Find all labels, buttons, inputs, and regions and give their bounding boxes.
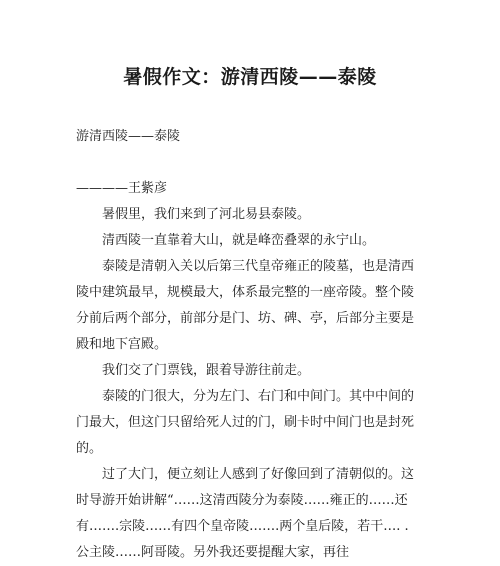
document-body: [76, 124, 421, 566]
paragraph-3: 泰陵是清朝入关以后第三代皇帝雍正的陵墓，也是清西陵中建筑最早，规模最大，体系最完整的一座帝陵。整个陵分前后两个部分，前部分是门、坊、碑、亭，后部分主要是殿和地下宫殿。: [76, 259, 415, 352]
paragraph-2: 清西陵一直靠着大山，就是峰峦叠翠的永宁山。: [102, 233, 376, 248]
paragraph-4: 我们交了门票钱，跟着导游往前走。: [102, 363, 311, 378]
paragraph-1: 暑假里，我们来到了河北易县泰陵。: [102, 207, 311, 222]
paragraph-5: 泰陵的门很大，分为左门、右门和中间门。其中中间的门最大，但这门只留给死人过的门，刷卡时中间门也是封死的。: [76, 389, 415, 456]
document-title: 暑假作文：游清西陵——泰陵: [123, 66, 377, 88]
document-subtitle: 游清西陵——泰陵: [76, 129, 181, 144]
author-line: ————王紫彦: [76, 181, 168, 196]
paragraph-6: 过了大门，便立刻让人感到了好像回到了清朝似的。这时导游开始讲解“……这清西陵分为泰陵……雍正的……还有…….宗陵……有四个皇帝陵…….两个皇后陵，若干…. . 公主陵……阿哥陵。另外我还要提醒大家，再往: [76, 467, 415, 560]
